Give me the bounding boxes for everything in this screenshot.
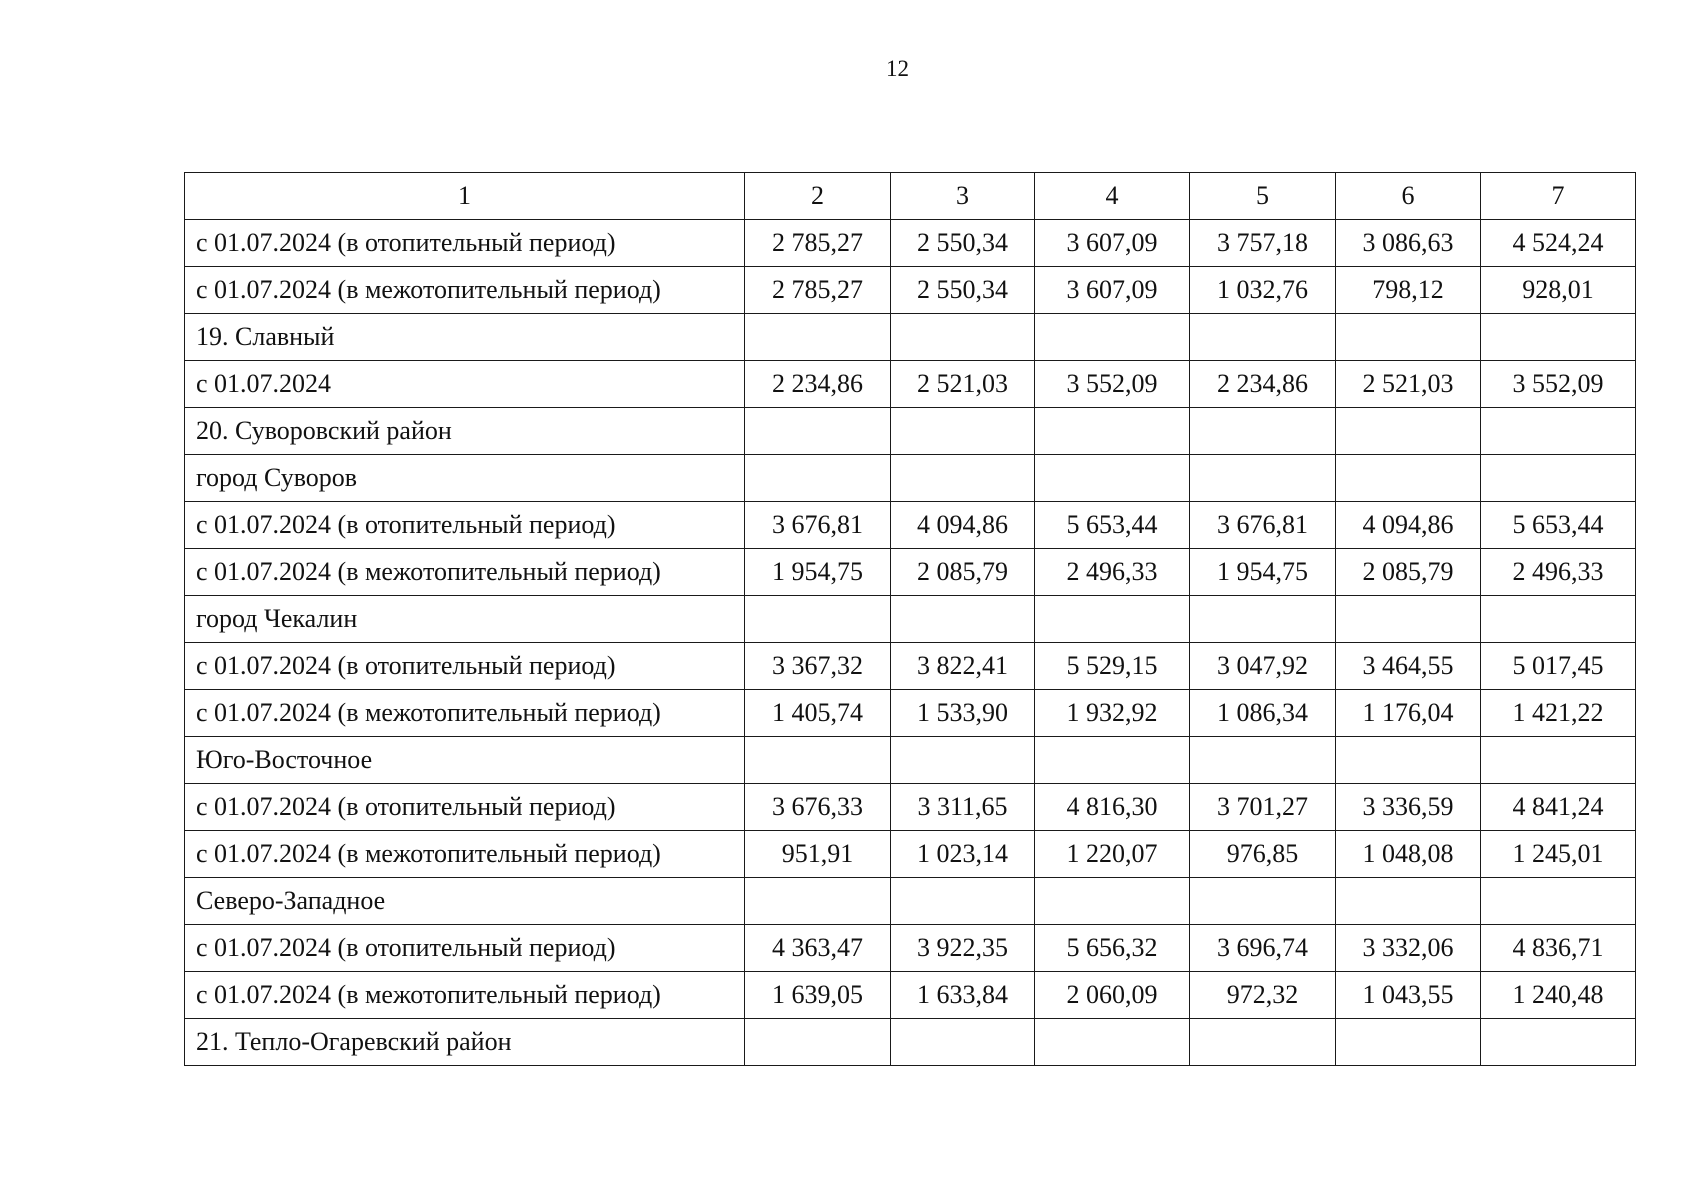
tariff-value-cell: 4 363,47 [745, 925, 891, 972]
tariff-value-cell: 4 841,24 [1481, 784, 1636, 831]
tariff-value-cell [1336, 1019, 1481, 1066]
tariff-value-cell: 972,32 [1190, 972, 1336, 1019]
table-row [185, 690, 1636, 737]
tariff-value-cell: 2 234,86 [745, 361, 891, 408]
tariff-value-cell [1481, 455, 1636, 502]
tariff-value-cell: 2 085,79 [891, 549, 1035, 596]
table-row [185, 267, 1636, 314]
tariff-value-cell [1035, 314, 1190, 361]
row-label: с 01.07.2024 (в отопительный период) [185, 784, 745, 831]
tariff-value-cell: 1 032,76 [1190, 267, 1336, 314]
tariff-value-cell [745, 737, 891, 784]
tariff-value-cell: 3 332,06 [1336, 925, 1481, 972]
tariff-value-cell [1481, 1019, 1636, 1066]
tariff-value-cell: 2 496,33 [1481, 549, 1636, 596]
tariff-value-cell: 2 234,86 [1190, 361, 1336, 408]
row-label: Юго-Восточное [185, 737, 745, 784]
tariff-value-cell [1481, 408, 1636, 455]
tariff-value-cell [1035, 455, 1190, 502]
tariff-value-cell: 1 405,74 [745, 690, 891, 737]
tariff-value-cell [1481, 878, 1636, 925]
tariff-value-cell: 5 656,32 [1035, 925, 1190, 972]
tariff-value-cell: 3 676,81 [745, 502, 891, 549]
tariff-value-cell [1336, 596, 1481, 643]
tariff-value-cell [1035, 596, 1190, 643]
row-label: с 01.07.2024 (в отопительный период) [185, 925, 745, 972]
tariff-value-cell [1336, 408, 1481, 455]
tariff-value-cell: 2 785,27 [745, 267, 891, 314]
table-row [185, 220, 1636, 267]
tariff-value-cell: 3 311,65 [891, 784, 1035, 831]
tariff-value-cell: 1 533,90 [891, 690, 1035, 737]
tariff-value-cell [891, 737, 1035, 784]
tariff-value-cell: 1 954,75 [1190, 549, 1336, 596]
tariff-value-cell [891, 455, 1035, 502]
row-label: город Суворов [185, 455, 745, 502]
tariff-value-cell: 928,01 [1481, 267, 1636, 314]
tariff-value-cell: 2 521,03 [891, 361, 1035, 408]
row-label: Северо-Западное [185, 878, 745, 925]
tariff-value-cell: 5 529,15 [1035, 643, 1190, 690]
tariff-value-cell: 2 060,09 [1035, 972, 1190, 1019]
row-label: с 01.07.2024 (в межотопительный период) [185, 690, 745, 737]
tariff-value-cell [1035, 737, 1190, 784]
row-label: 20. Суворовский район [185, 408, 745, 455]
table-row [185, 737, 1636, 784]
tariff-value-cell [1336, 737, 1481, 784]
tariff-value-cell: 4 836,71 [1481, 925, 1636, 972]
tariff-value-cell: 976,85 [1190, 831, 1336, 878]
tariff-value-cell: 3 822,41 [891, 643, 1035, 690]
column-number-header: 1 [185, 173, 745, 220]
tariff-value-cell: 3 607,09 [1035, 220, 1190, 267]
tariff-value-cell [745, 878, 891, 925]
tariff-value-cell [1190, 737, 1336, 784]
tariff-value-cell [1190, 1019, 1336, 1066]
tariff-value-cell: 3 552,09 [1035, 361, 1190, 408]
tariff-value-cell: 3 552,09 [1481, 361, 1636, 408]
tariff-value-cell: 798,12 [1336, 267, 1481, 314]
tariff-value-cell: 1 043,55 [1336, 972, 1481, 1019]
tariff-value-cell: 1 639,05 [745, 972, 891, 1019]
tariff-value-cell: 4 816,30 [1035, 784, 1190, 831]
tariff-value-cell [891, 1019, 1035, 1066]
tariff-value-cell: 1 048,08 [1336, 831, 1481, 878]
tariff-value-cell: 2 550,34 [891, 267, 1035, 314]
tariff-value-cell [1190, 596, 1336, 643]
tariff-value-cell: 3 367,32 [745, 643, 891, 690]
tariff-value-cell: 1 954,75 [745, 549, 891, 596]
row-label: с 01.07.2024 (в отопительный период) [185, 220, 745, 267]
tariff-table [184, 172, 1636, 1066]
tariff-value-cell: 1 023,14 [891, 831, 1035, 878]
column-number-header: 5 [1190, 173, 1336, 220]
tariff-value-cell: 3 696,74 [1190, 925, 1336, 972]
tariff-value-cell: 1 220,07 [1035, 831, 1190, 878]
row-label: с 01.07.2024 [185, 361, 745, 408]
table-row [185, 361, 1636, 408]
tariff-value-cell: 3 086,63 [1336, 220, 1481, 267]
table-header-row [185, 173, 1636, 220]
table-row [185, 925, 1636, 972]
tariff-value-cell [1481, 737, 1636, 784]
tariff-value-cell: 4 094,86 [891, 502, 1035, 549]
tariff-value-cell: 1 086,34 [1190, 690, 1336, 737]
column-number-header: 2 [745, 173, 891, 220]
tariff-value-cell: 5 653,44 [1481, 502, 1636, 549]
tariff-value-cell: 3 464,55 [1336, 643, 1481, 690]
tariff-value-cell [1336, 314, 1481, 361]
table-row [185, 878, 1636, 925]
tariff-value-cell: 1 633,84 [891, 972, 1035, 1019]
tariff-value-cell: 2 496,33 [1035, 549, 1190, 596]
tariff-value-cell [1190, 314, 1336, 361]
tariff-value-cell [1481, 314, 1636, 361]
tariff-value-cell [1035, 878, 1190, 925]
tariff-value-cell [1035, 408, 1190, 455]
row-label: 19. Славный [185, 314, 745, 361]
tariff-value-cell [1190, 878, 1336, 925]
table-row [185, 831, 1636, 878]
page-number: 12 [886, 56, 909, 81]
tariff-value-cell: 4 524,24 [1481, 220, 1636, 267]
table-row [185, 1019, 1636, 1066]
tariff-value-cell: 1 240,48 [1481, 972, 1636, 1019]
tariff-value-cell: 5 017,45 [1481, 643, 1636, 690]
column-number-header: 7 [1481, 173, 1636, 220]
table-row [185, 596, 1636, 643]
tariff-value-cell: 2 785,27 [745, 220, 891, 267]
tariff-value-cell: 3 607,09 [1035, 267, 1190, 314]
tariff-value-cell [891, 878, 1035, 925]
tariff-value-cell [745, 1019, 891, 1066]
row-label: с 01.07.2024 (в межотопительный период) [185, 267, 745, 314]
tariff-value-cell: 3 922,35 [891, 925, 1035, 972]
tariff-value-cell: 3 047,92 [1190, 643, 1336, 690]
tariff-value-cell: 1 245,01 [1481, 831, 1636, 878]
row-label: с 01.07.2024 (в отопительный период) [185, 643, 745, 690]
tariff-value-cell: 951,91 [745, 831, 891, 878]
tariff-value-cell: 3 676,33 [745, 784, 891, 831]
row-label: с 01.07.2024 (в межотопительный период) [185, 549, 745, 596]
row-label: с 01.07.2024 (в межотопительный период) [185, 972, 745, 1019]
table-row [185, 314, 1636, 361]
tariff-value-cell [745, 596, 891, 643]
table-row [185, 455, 1636, 502]
table-row [185, 784, 1636, 831]
tariff-value-cell: 2 521,03 [1336, 361, 1481, 408]
column-number-header: 4 [1035, 173, 1190, 220]
tariff-value-cell [1035, 1019, 1190, 1066]
tariff-value-cell [891, 408, 1035, 455]
table-row [185, 502, 1636, 549]
tariff-value-cell: 3 336,59 [1336, 784, 1481, 831]
column-number-header: 6 [1336, 173, 1481, 220]
row-label: с 01.07.2024 (в межотопительный период) [185, 831, 745, 878]
tariff-value-cell: 2 085,79 [1336, 549, 1481, 596]
tariff-value-cell: 3 701,27 [1190, 784, 1336, 831]
row-label: 21. Тепло-Огаревский район [185, 1019, 745, 1066]
tariff-value-cell: 2 550,34 [891, 220, 1035, 267]
tariff-value-cell [891, 596, 1035, 643]
tariff-value-cell: 1 176,04 [1336, 690, 1481, 737]
tariff-value-cell: 1 932,92 [1035, 690, 1190, 737]
table-row [185, 972, 1636, 1019]
tariff-value-cell [1190, 408, 1336, 455]
tariff-value-cell [1336, 878, 1481, 925]
row-label: с 01.07.2024 (в отопительный период) [185, 502, 745, 549]
tariff-value-cell [1336, 455, 1481, 502]
tariff-value-cell: 4 094,86 [1336, 502, 1481, 549]
tariff-value-cell [891, 314, 1035, 361]
table-row [185, 643, 1636, 690]
column-number-header: 3 [891, 173, 1035, 220]
tariff-value-cell: 3 757,18 [1190, 220, 1336, 267]
table-row [185, 408, 1636, 455]
row-label: город Чекалин [185, 596, 745, 643]
table-row [185, 549, 1636, 596]
tariff-value-cell: 5 653,44 [1035, 502, 1190, 549]
tariff-value-cell [1190, 455, 1336, 502]
tariff-value-cell [745, 455, 891, 502]
tariff-value-cell [745, 314, 891, 361]
tariff-value-cell [745, 408, 891, 455]
tariff-value-cell [1481, 596, 1636, 643]
tariff-value-cell: 1 421,22 [1481, 690, 1636, 737]
tariff-value-cell: 3 676,81 [1190, 502, 1336, 549]
